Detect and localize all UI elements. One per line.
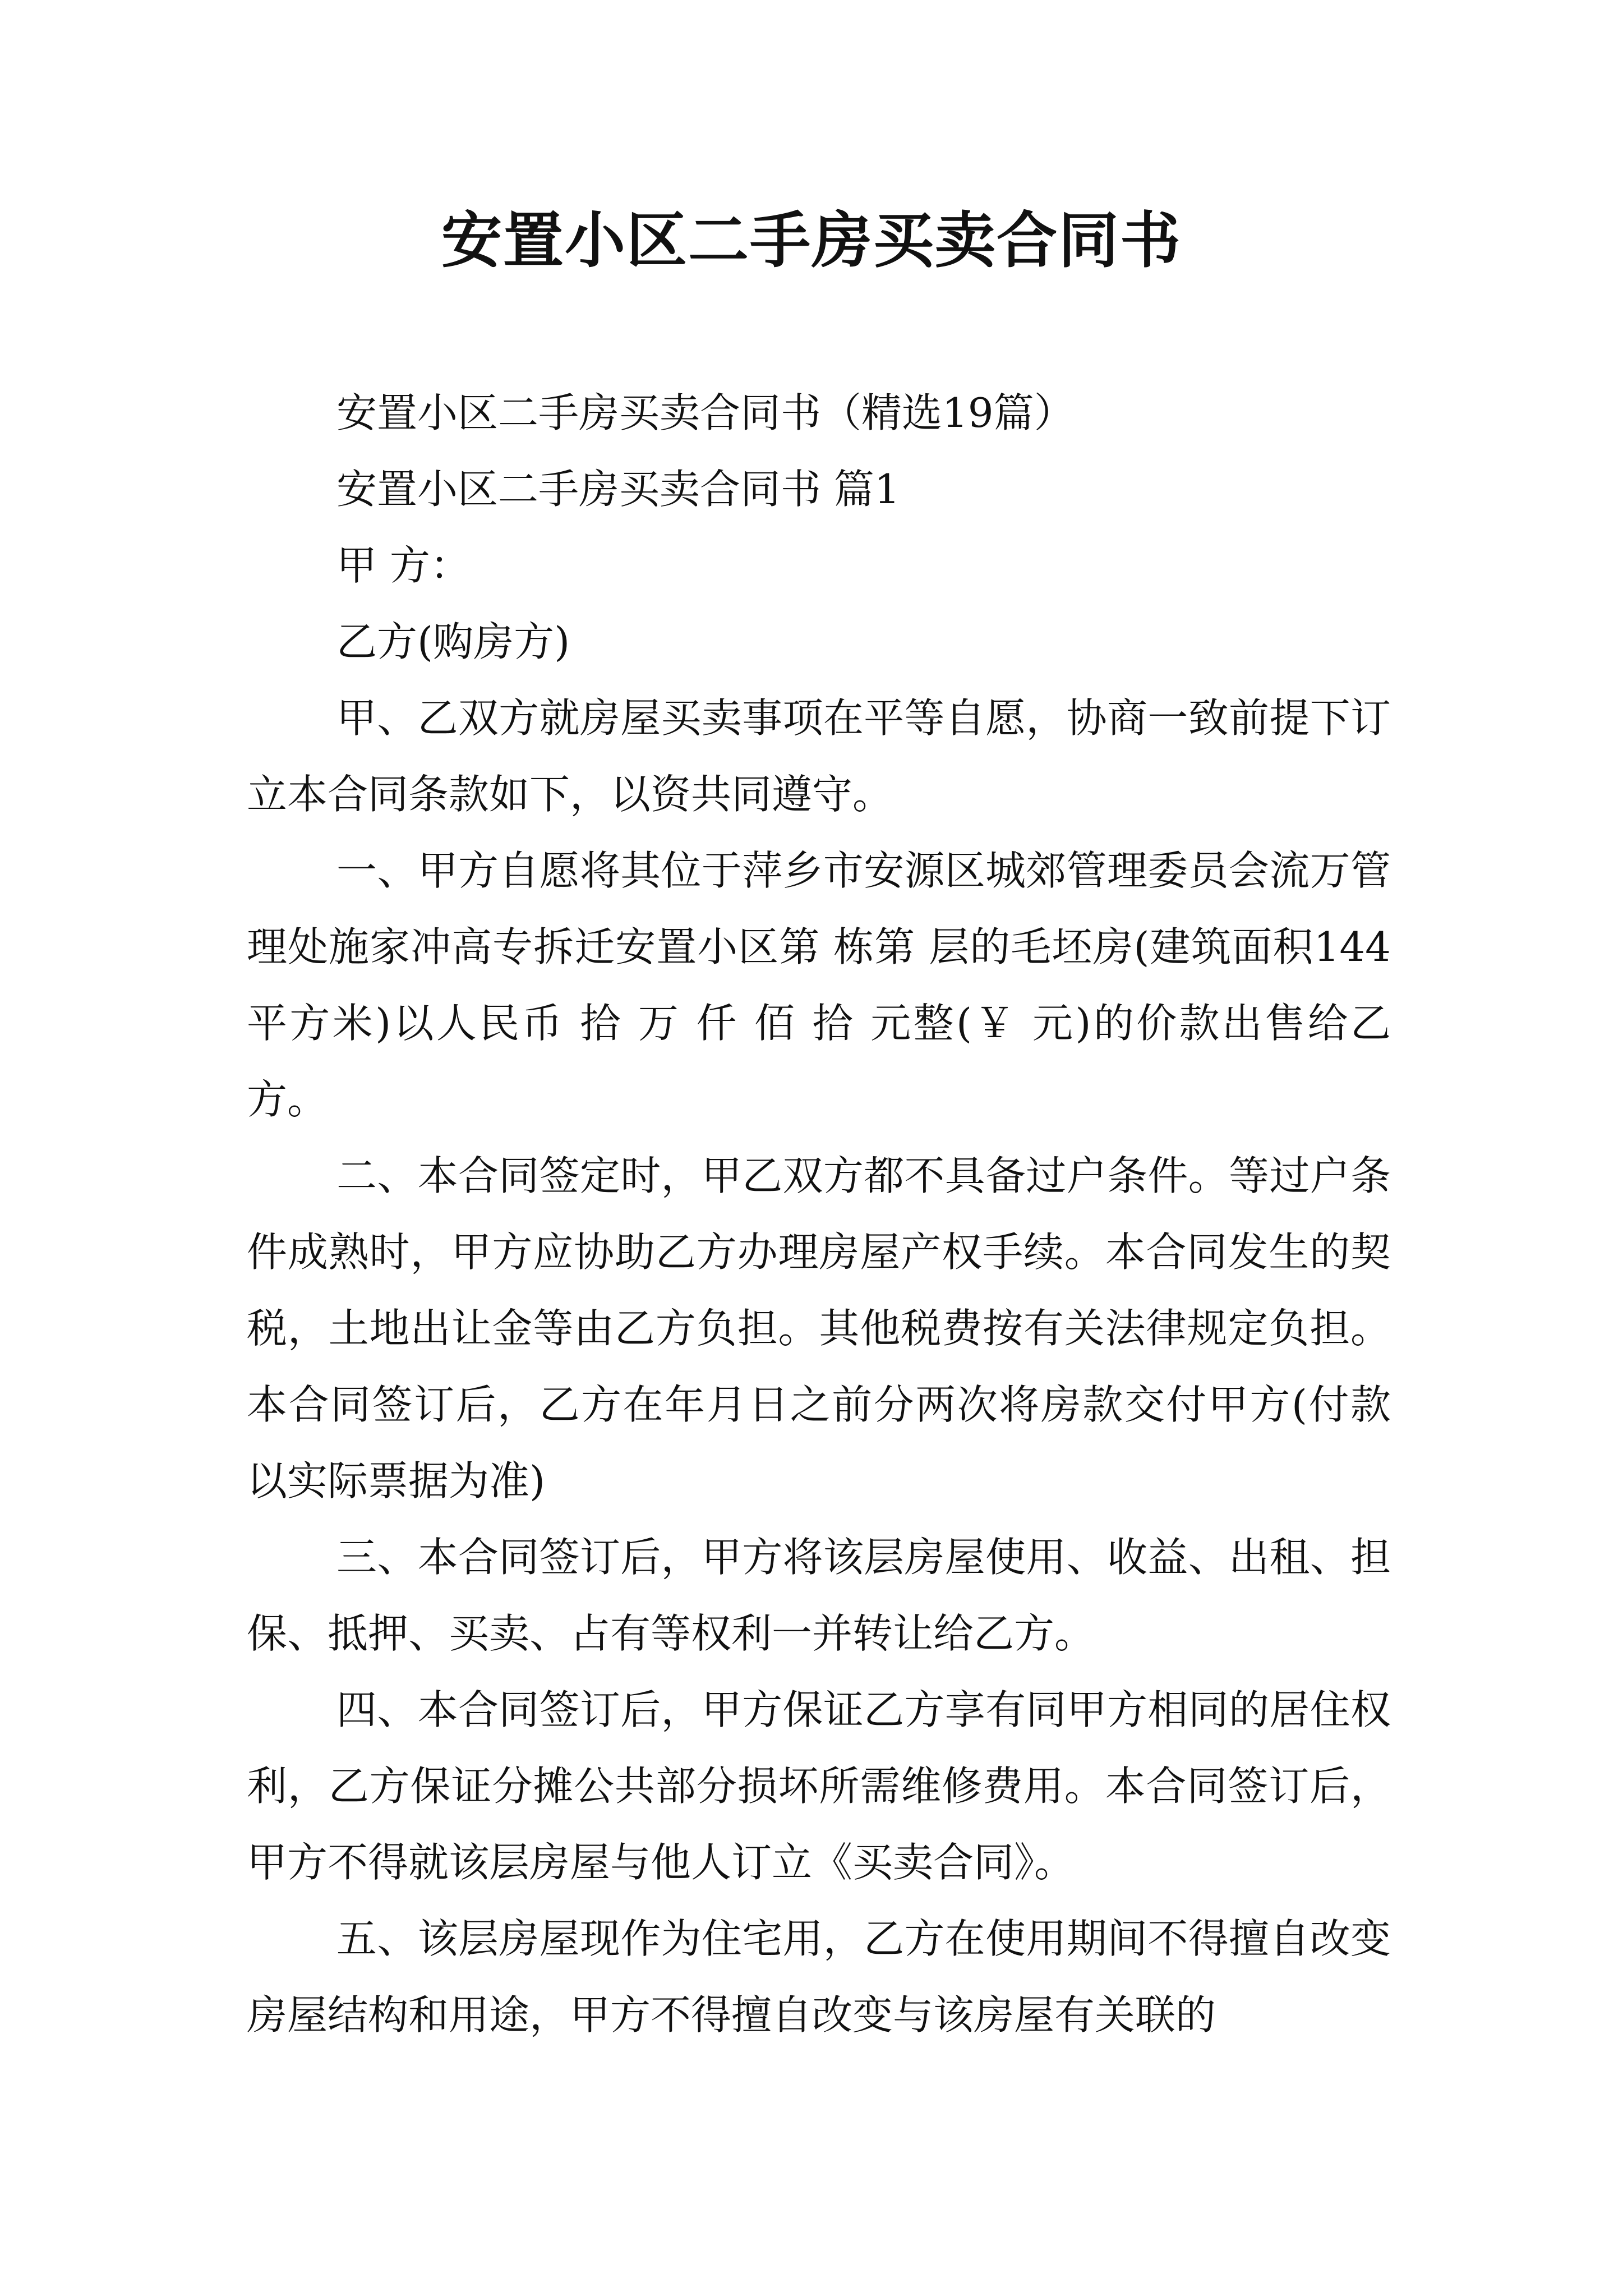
subtitle-paragraph: 安置小区二手房买卖合同书（精选19篇） [336, 389, 1075, 436]
clause-4-paragraph: 四、本合同签订后，甲方保证乙方享有同甲方相同的居住权利，乙方保证分摊公共部分损坏所需维修费用。本合同签订后，甲方不得就该层房屋与他人订立《买卖合同》。 [247, 1686, 1391, 1886]
clause-5-paragraph: 五、该层房屋现作为住宅用，乙方在使用期间不得擅自改变房屋结构和用途，甲方不得擅自改变与该房屋有关联的 [247, 1915, 1391, 2039]
clause-1-paragraph: 一、甲方自愿将其位于萍乡市安源区城郊管理委员会流万管理处施家冲高专拆迁安置小区第 栋第 层的毛坯房(建筑面积144平方米)以人民币 拾 万 仟 佰 拾 元整(￥ 元)的价款出售给乙方。 [247, 847, 1391, 1123]
section-heading: 安置小区二手房买卖合同书 篇1 [336, 466, 900, 513]
document-body [247, 375, 1391, 2053]
preamble-paragraph: 甲、乙双方就房屋买卖事项在平等自愿，协商一致前提下订立本合同条款如下，以资共同遵守。 [247, 694, 1391, 818]
clause-3-paragraph: 三、本合同签订后，甲方将该层房屋使用、收益、出租、担保、抵押、买卖、占有等权利一并转让给乙方。 [247, 1534, 1391, 1657]
party-b-line: 乙方(购房方) [336, 618, 570, 665]
party-a-line: 甲 方： [336, 542, 471, 589]
document-title: 安置小区二手房买卖合同书 [441, 206, 1182, 276]
clause-2-paragraph: 二、本合同签定时，甲乙双方都不具备过户条件。等过户条件成熟时，甲方应协助乙方办理房屋产权手续。本合同发生的契税，土地出让金等由乙方负担。其他税费按有关法律规定负担。本合同签订后，乙方在年月日之前分两次将房款交付甲方(付款以实际票据为准) [247, 1152, 1391, 1504]
